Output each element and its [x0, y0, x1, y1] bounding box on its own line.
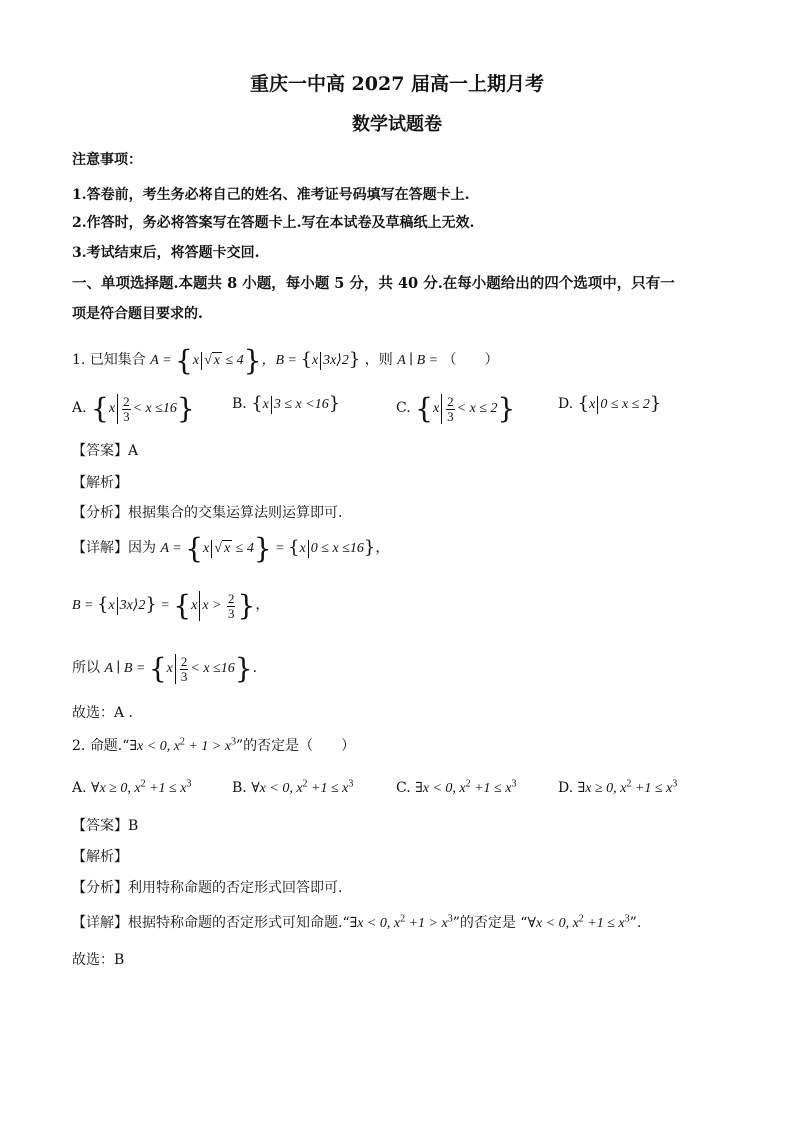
q2-fenxi-text: 利用特称命题的否定形式回答即可. — [128, 880, 343, 896]
q2-number: 2. — [72, 738, 86, 754]
q1-stem-end: （ ） — [442, 352, 499, 368]
notes-item-3: 3.考试结束后，将答题卡交回. — [72, 245, 260, 261]
section-heading-line1: 一、单项选择题.本题共 8 小题，每小题 5 分，共 40 分.在每小题给出的四个选项中，只有一 — [72, 275, 675, 292]
q2-option-c: C. ∃x < 0, $x^2 +1 \le x^3$ — [396, 778, 517, 796]
q2-xiangjie-neg: ∀x < 0, $x^2 +1 \le x^3$ — [527, 913, 630, 931]
q2-proposition: ∃x < 0, $x^2 + 1 > x^3$ — [129, 736, 237, 754]
q2-stem-end: ”的否定是（ ） — [236, 738, 356, 754]
notes-heading: 注意事项： — [72, 152, 142, 168]
q1-option-b-label: B. — [232, 396, 247, 412]
q1-option-d-label: D. — [558, 396, 574, 412]
q1-xiangjie-tag: 【详解】 — [72, 540, 128, 556]
q1-answer-value: A — [128, 443, 139, 459]
q2-xiangjie-tag: 【详解】 — [72, 915, 128, 931]
q2-xiangjie-mid: ”的否定是 “ — [452, 915, 528, 931]
q1-suoyi: 所以 — [72, 660, 100, 677]
q2-xiangjie — [72, 913, 641, 934]
q1-answer-tag: 【答案】 — [72, 443, 128, 459]
q1-intersection: A ∣ B = — [397, 353, 439, 368]
q1-fenxi-tag: 【分析】 — [72, 505, 128, 521]
page-subtitle: 数学试题卷 — [352, 114, 442, 135]
q2-option-a-label: A. — [72, 780, 87, 796]
q2-option-d: D. ∃x ≥ 0, $x^2 +1 \le x^3$ — [558, 778, 678, 796]
q1-option-a: A. {x $\frac{2}{3}$ < x ≤16} — [72, 392, 195, 425]
page-title: 重庆一中高 2027 届高一上期月考 — [249, 73, 545, 95]
section-heading-line2: 项是符合题目要求的. — [72, 306, 203, 322]
q2-option-b-label: B. — [232, 780, 247, 796]
q2-xiangjie-end: ”. — [629, 915, 642, 931]
q1-xiangjie-line3: 所以 A ∣ B = {x $\frac{2}{3}$ < x ≤16}. — [72, 652, 258, 685]
q1-option-b: B. {x 3 ≤ x <16} — [232, 393, 341, 414]
q1-stem-pre: 已知集合 — [89, 352, 146, 368]
q2-guxuan: 故选：B — [72, 952, 125, 968]
q2-stem — [72, 736, 355, 757]
q1-set-a: A = {x √ x ≤ 4}，B = {x 3x⟩2} — [150, 343, 361, 377]
q1-option-c: C. {x $\frac{2}{3}$ < x ≤ 2} — [396, 392, 516, 425]
q1-fenxi-text: 根据集合的交集运算法则运算即可. — [128, 505, 343, 521]
q1-xiangjie-eq1: A = {x √ x ≤ 4} = {x 0 ≤ x ≤16} — [160, 531, 376, 565]
q2-xiangjie-prop: ∃x < 0, $x^2 +1 > x^3$ — [349, 913, 453, 931]
q2-option-d-label: D. — [558, 780, 574, 796]
q1-xiangjie-pre: 因为 — [128, 540, 156, 556]
notes-item-1: 1.答卷前，考生务必将自己的姓名、准考证号码填写在答题卡上. — [72, 187, 470, 203]
q2-answer-value: B — [128, 818, 139, 834]
q2-answer — [72, 816, 138, 836]
q2-analysis-tag: 【解析】 — [72, 849, 128, 865]
q1-guxuan: 故选：A . — [72, 705, 134, 721]
q1-option-c-label: C. — [396, 400, 411, 417]
q1-analysis-tag: 【解析】 — [72, 475, 128, 491]
q1-number: 1. — [72, 352, 86, 368]
q2-xiangjie-pre: 根据特称命题的否定形式可知命题.“ — [128, 915, 350, 931]
q2-fenxi — [72, 878, 342, 898]
q2-fenxi-tag: 【分析】 — [72, 880, 128, 896]
q2-option-a: A. ∀x ≥ 0, $x^2 +1 \le x^3$ — [72, 778, 192, 796]
q2-stem-pre: 命题.“ — [89, 738, 130, 754]
q2-option-b: B. ∀x < 0, $x^2 +1 \le x^3$ — [232, 778, 354, 796]
q1-xiangjie: 【详解】因为 A = {x √ x ≤ 4} = {x 0 ≤ x ≤16}， — [72, 531, 390, 565]
q1-xiangjie-line2: B = {x 3x⟩2} = {x x > $\frac{2}{3}$ }， — [72, 589, 270, 622]
q1-stem — [72, 343, 499, 377]
q1-option-a-label: A. — [72, 400, 87, 417]
notes-item-2: 2.作答时，务必将答案写在答题卡上.写在本试卷及草稿纸上无效. — [72, 215, 475, 231]
q2-answer-tag: 【答案】 — [72, 818, 128, 834]
q1-answer — [72, 441, 138, 461]
q1-option-d: D. {x 0 ≤ x ≤ 2} — [558, 393, 662, 414]
q1-stem-then: ，则 — [364, 352, 393, 368]
q1-xiangjie-eq2: B = {x 3x⟩2} = {x x > $\frac{2}{3}$ } — [72, 589, 256, 622]
q1-xiangjie-eq3: A ∣ B = {x $\frac{2}{3}$ < x ≤16} — [104, 652, 253, 685]
q1-fenxi — [72, 503, 342, 523]
q2-option-c-label: C. — [396, 780, 411, 796]
